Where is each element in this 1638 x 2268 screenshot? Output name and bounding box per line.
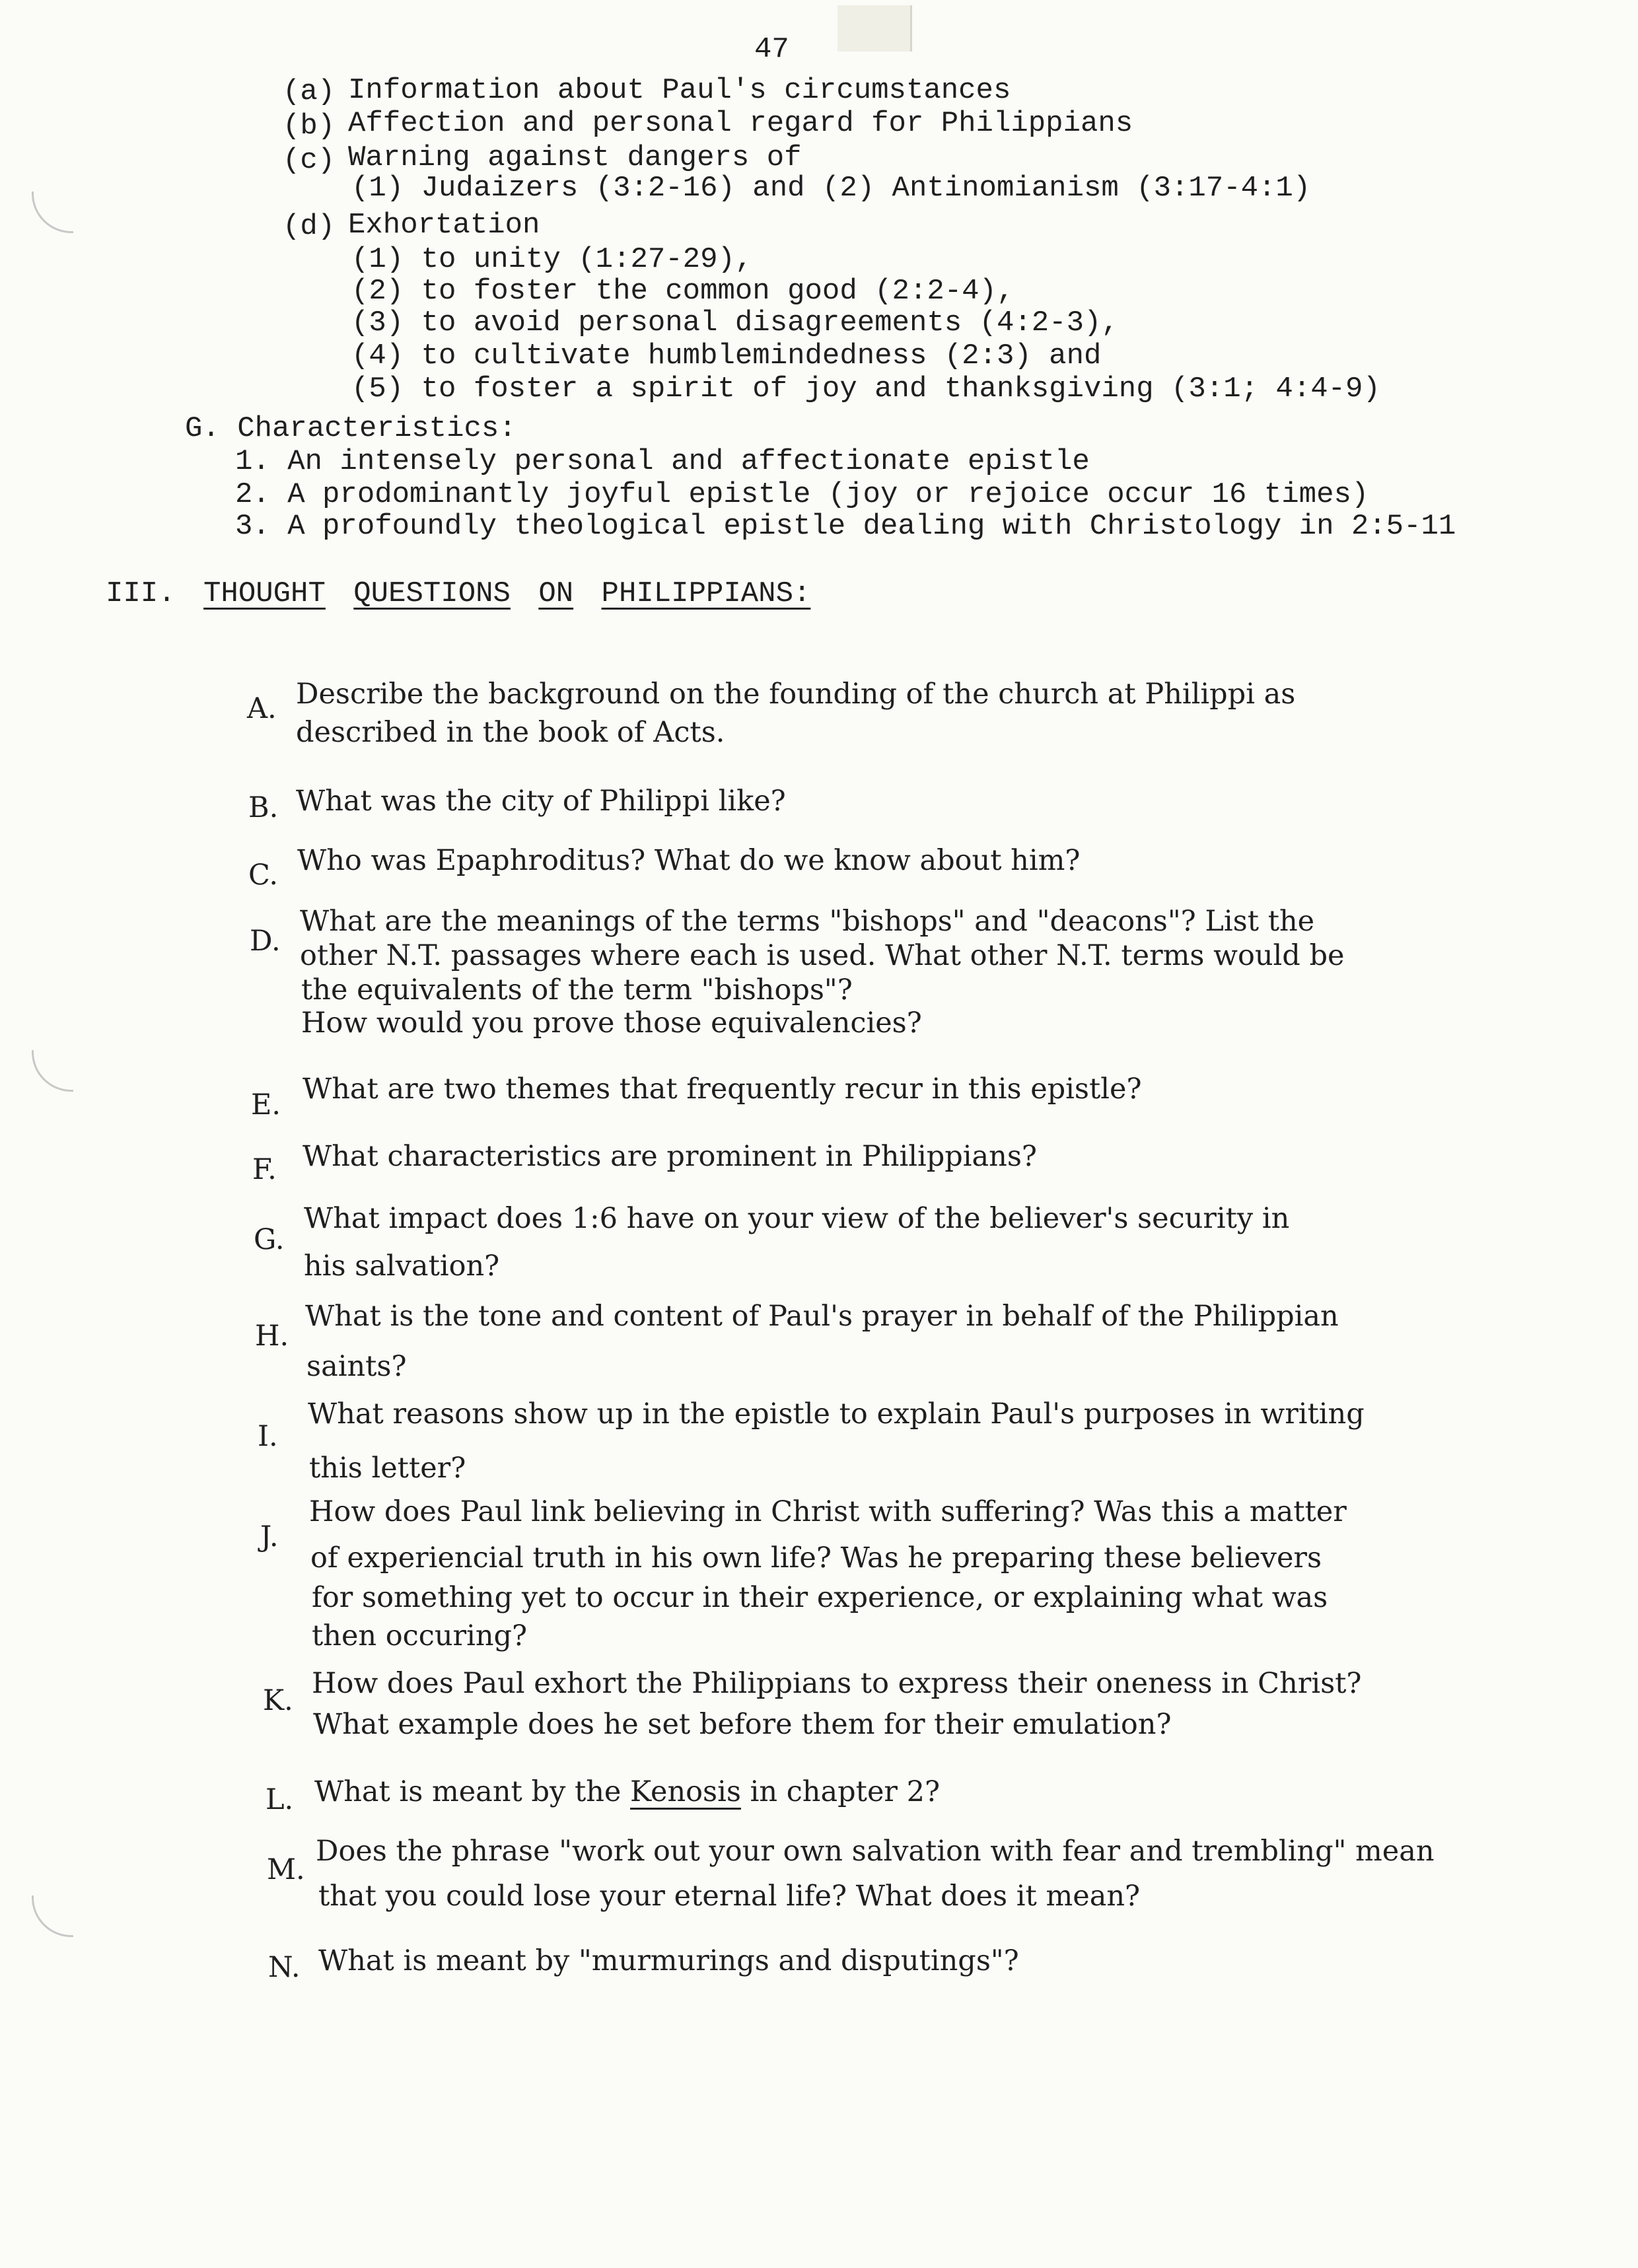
outline-item-d-sub: (3) to avoid personal disagreements (4:2-3), xyxy=(351,306,1119,339)
section-heading xyxy=(106,576,810,612)
question-j-line: How does Paul link believing in Christ with suffering? Was this a matter xyxy=(309,1495,1347,1528)
section-title-word: ON xyxy=(538,577,574,610)
page-number: 47 xyxy=(754,33,789,66)
punch-hole-mark-bottom xyxy=(32,1896,73,1937)
characteristics-item: 1. An intensely personal and affectionate epistle xyxy=(235,445,1090,478)
section-title-word: PHILIPPIANS: xyxy=(601,577,811,610)
question-l-text-before: What is meant by the xyxy=(314,1775,622,1808)
outline-label-c: (c) xyxy=(283,144,336,177)
question-label-c: C. xyxy=(248,859,279,892)
punch-hole-mark-top xyxy=(32,192,73,233)
question-i-line: this letter? xyxy=(309,1452,466,1485)
question-d-line: What are the meanings of the terms "bishops" and "deacons"? List the xyxy=(300,905,1315,938)
question-d-line: the equivalents of the term "bishops"? xyxy=(301,974,853,1007)
section-title-word: QUESTIONS xyxy=(353,577,511,610)
question-e-line: What are two themes that frequently recur in this epistle? xyxy=(303,1073,1142,1106)
question-d-line: How would you prove those equivalencies? xyxy=(301,1007,922,1040)
question-g-line: his salvation? xyxy=(304,1250,500,1283)
question-b-line: What was the city of Philippi like? xyxy=(296,785,786,818)
question-i-line: What reasons show up in the epistle to explain Paul's purposes in writing xyxy=(308,1398,1365,1431)
question-label-e: E. xyxy=(251,1088,281,1121)
characteristics-item: 3. A profoundly theological epistle dealing with Christology in 2:5-11 xyxy=(235,510,1456,543)
outline-item-c-sub: (1) Judaizers (3:2-16) and (2) Antinomianism (3:17-4:1) xyxy=(351,172,1311,205)
kenosis-term: Kenosis xyxy=(630,1775,741,1808)
question-d-line: other N.T. passages where each is used. What other N.T. terms would be xyxy=(300,939,1345,972)
question-j-line: of experiencial truth in his own life? Was he preparing these believers xyxy=(310,1542,1322,1575)
characteristics-heading: G. Characteristics: xyxy=(185,412,516,445)
question-m-line: that you could lose your eternal life? What does it mean? xyxy=(318,1880,1141,1913)
section-title-word: THOUGHT xyxy=(203,577,326,610)
question-f-line: What characteristics are prominent in Philippians? xyxy=(303,1140,1037,1173)
question-label-a: A. xyxy=(247,692,277,725)
question-h-line: saints? xyxy=(306,1350,407,1383)
question-m-line: Does the phrase "work out your own salvation with fear and trembling" mean xyxy=(316,1835,1435,1868)
question-label-b: B. xyxy=(248,791,279,824)
question-label-n: N. xyxy=(268,1951,301,1984)
question-c-line: Who was Epaphroditus? What do we know about him? xyxy=(297,844,1081,877)
question-label-l: L. xyxy=(266,1783,294,1816)
question-k-line: What example does he set before them for their emulation? xyxy=(313,1708,1172,1741)
question-l-line xyxy=(314,1774,940,1810)
outline-label-a: (a) xyxy=(283,75,336,108)
question-label-i: I. xyxy=(258,1420,278,1453)
question-h-line: What is the tone and content of Paul's prayer in behalf of the Philippian xyxy=(305,1300,1339,1333)
question-l-text-after: in chapter 2? xyxy=(750,1775,941,1808)
outline-label-d: (d) xyxy=(283,210,336,243)
question-label-f: F. xyxy=(252,1153,277,1186)
page-corner-stain xyxy=(837,5,912,52)
outline-item-d: Exhortation xyxy=(348,209,540,242)
outline-item-d-sub: (1) to unity (1:27-29), xyxy=(351,243,753,276)
outline-item-d-sub: (2) to foster the common good (2:2-4), xyxy=(351,275,1015,308)
question-label-d: D. xyxy=(250,925,281,958)
question-label-m: M. xyxy=(267,1853,305,1886)
characteristics-item: 2. A prodominantly joyful epistle (joy or rejoice occur 16 times) xyxy=(235,478,1369,511)
question-n-line: What is meant by "murmurings and disputings"? xyxy=(318,1944,1019,1977)
question-a-line: Describe the background on the founding of the church at Philippi as xyxy=(296,678,1296,711)
question-label-j: J. xyxy=(260,1520,279,1553)
outline-item-d-sub: (5) to foster a spirit of joy and thanksgiving (3:1; 4:4-9) xyxy=(351,372,1380,406)
question-j-line: then occuring? xyxy=(312,1619,528,1652)
outline-item-d-sub: (4) to cultivate humblemindedness (2:3) and xyxy=(351,339,1102,372)
section-numeral: III. xyxy=(106,577,176,610)
question-label-k: K. xyxy=(263,1684,293,1717)
question-g-line: What impact does 1:6 have on your view of the believer's security in xyxy=(304,1202,1290,1235)
question-a-line: described in the book of Acts. xyxy=(296,716,725,749)
question-j-line: for something yet to occur in their experience, or explaining what was xyxy=(312,1581,1328,1614)
outline-item-b: Affection and personal regard for Philippians xyxy=(348,107,1133,140)
outline-item-c: Warning against dangers of xyxy=(348,141,802,174)
question-label-h: H. xyxy=(255,1320,289,1353)
question-k-line: How does Paul exhort the Philippians to express their oneness in Christ? xyxy=(312,1667,1362,1700)
question-label-g: G. xyxy=(254,1223,285,1256)
punch-hole-mark-middle xyxy=(32,1050,73,1092)
outline-item-a: Information about Paul's circumstances xyxy=(348,74,1011,107)
outline-label-b: (b) xyxy=(283,110,336,143)
